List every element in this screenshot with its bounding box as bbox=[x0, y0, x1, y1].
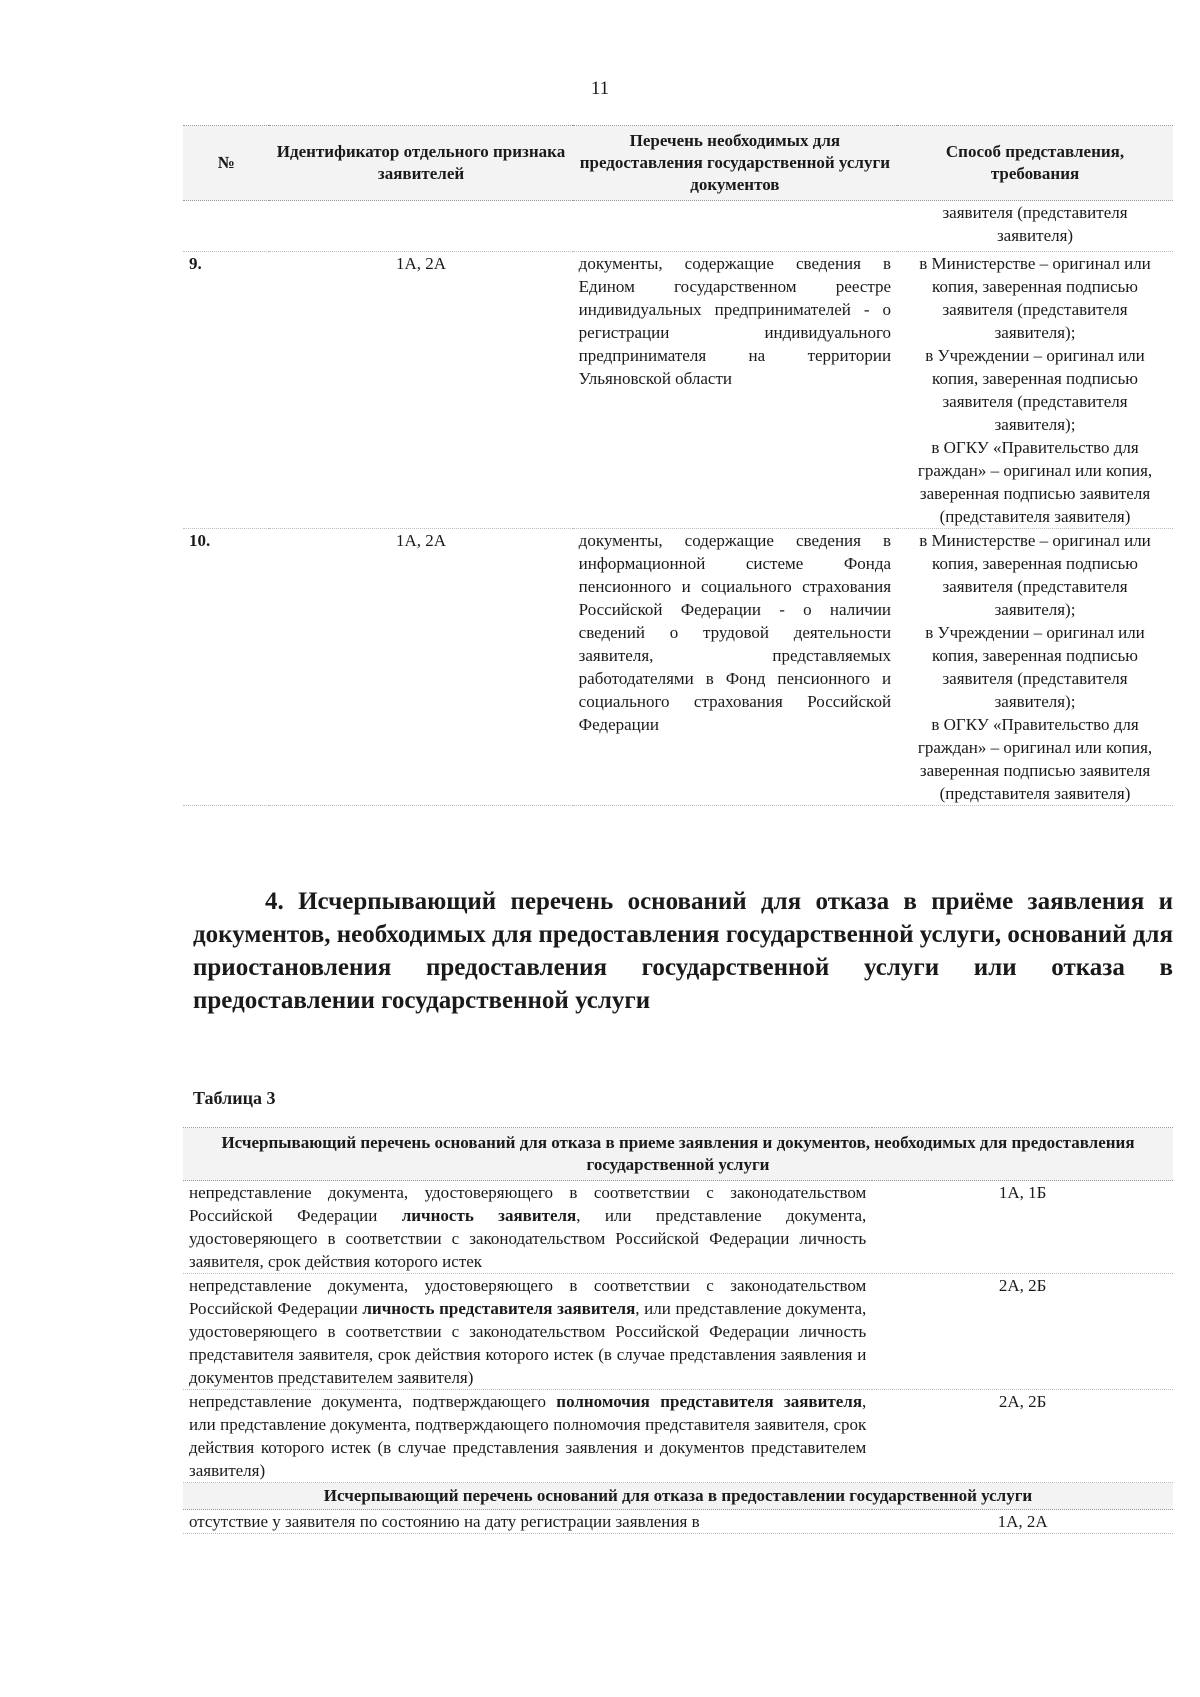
section-title: Исчерпывающий перечень оснований для отказа в предоставлении государственной услуги bbox=[183, 1483, 1173, 1510]
page-number: 11 bbox=[590, 78, 610, 99]
refusal-ground-text: отсутствие у заявителя по состоянию на дату регистрации заявления в bbox=[183, 1510, 872, 1534]
table-row bbox=[183, 1181, 1173, 1274]
table-row bbox=[183, 1510, 1173, 1534]
row-applicant-id: 1А, 2А bbox=[269, 529, 572, 806]
table-row-continuation bbox=[183, 201, 1173, 252]
refusal-ground-text: непредставление документа, удостоверяющего в соответствии с законодательством Российской Федерации личность представителя заявителя, или представление документа, удостоверяющего в соответствии с законодательством Российской Федерации личность представителя заявителя, срок действия которого истек (в случае представления заявления и документов представителем заявителя) bbox=[183, 1274, 872, 1390]
applicant-codes: 2А, 2Б bbox=[872, 1274, 1173, 1390]
row-number: 9. bbox=[183, 252, 269, 529]
table-header-row bbox=[183, 126, 1173, 201]
section-heading: 4. Исчерпывающий перечень оснований для отказа в приёме заявления и документов, необходимых для предоставления государственной услуги, оснований для приостановления предоставления государственной услуги или отказа в предоставлении государственной услуги bbox=[193, 888, 1173, 1014]
applicant-codes: 1А, 1Б bbox=[872, 1181, 1173, 1274]
continuation-cell: заявителя (представителя заявителя) bbox=[942, 203, 1128, 245]
row-number: 10. bbox=[183, 529, 269, 806]
refusal-ground-text: непредставление документа, удостоверяющего в соответствии с законодательством Российской Федерации личность заявителя, или представление документа, удостоверяющего в соответствии с законодательством Российской Федерации личность заявителя, срок действия которого истек bbox=[183, 1181, 872, 1274]
row-documents: документы, содержащие сведения в информационной системе Фонда пенсионного и социального страхования Российской Федерации - о наличии сведений о трудовой деятельности заявителя, представляемых работодателями в Фонд пенсионного и социального страхования Российской Федерации bbox=[573, 529, 897, 806]
table-section-header bbox=[183, 1483, 1173, 1510]
table-row bbox=[183, 1274, 1173, 1390]
section-title: Исчерпывающий перечень оснований для отказа в приеме заявления и документов, необходимых для предоставления государственной услуги bbox=[183, 1128, 1173, 1181]
header-documents: Перечень необходимых для предоставления государственной услуги документов bbox=[573, 126, 897, 201]
row-documents: документы, содержащие сведения в Едином государственном реестре индивидуальных предпринимателей - о регистрации индивидуального предпринимателя на территории Ульяновской области bbox=[573, 252, 897, 529]
table-section-header bbox=[183, 1128, 1173, 1181]
applicant-codes: 2А, 2Б bbox=[872, 1390, 1173, 1483]
header-number: № bbox=[183, 126, 269, 201]
refusal-ground-text: непредставление документа, подтверждающего полномочия представителя заявителя, или представление документа, подтверждающего полномочия представителя заявителя, срок действия которого истек (в случае представления заявления и документов представителем заявителя) bbox=[183, 1390, 872, 1483]
table-row bbox=[183, 1390, 1173, 1483]
applicant-codes: 1А, 2А bbox=[872, 1510, 1173, 1534]
table-row bbox=[183, 529, 1173, 806]
row-applicant-id: 1А, 2А bbox=[269, 252, 572, 529]
table-label: Таблица 3 bbox=[193, 1088, 276, 1108]
refusal-grounds-table bbox=[183, 1127, 1173, 1534]
header-applicant-id: Идентификатор отдельного признака заявителей bbox=[269, 126, 572, 201]
table-row bbox=[183, 252, 1173, 529]
row-submission-method: в Министерстве – оригинал или копия, заверенная подписью заявителя (представителя заявителя); в Учреждении – оригинал или копия, заверенная подписью заявителя (представителя заявителя); в ОГКУ «Правительство для граждан» – оригинал или копия, заверенная подписью заявителя (представителя заявителя) bbox=[897, 252, 1173, 529]
row-submission-method: в Министерстве – оригинал или копия, заверенная подписью заявителя (представителя заявителя); в Учреждении – оригинал или копия, заверенная подписью заявителя (представителя заявителя); в ОГКУ «Правительство для граждан» – оригинал или копия, заверенная подписью заявителя (представителя заявителя) bbox=[897, 529, 1173, 806]
header-submission-method: Способ представления, требования bbox=[897, 126, 1173, 201]
documents-table bbox=[183, 125, 1173, 806]
